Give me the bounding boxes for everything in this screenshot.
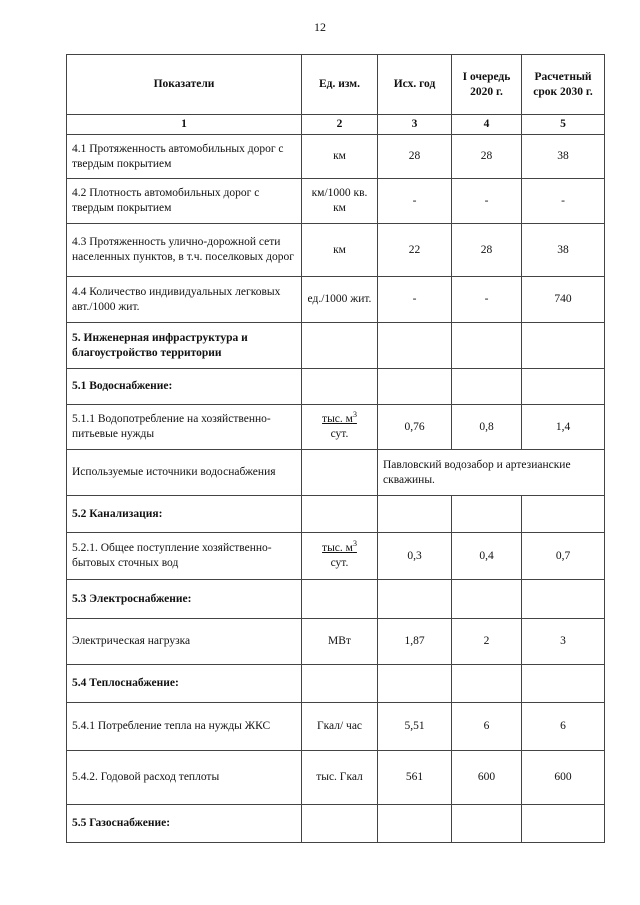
empty-cell: [452, 496, 522, 533]
col-number: 2: [302, 115, 378, 135]
row-target-value: 740: [522, 277, 605, 323]
row-target-value: 1,4: [522, 405, 605, 450]
empty-cell: [378, 805, 452, 843]
empty-cell: [302, 665, 378, 703]
col-number: 5: [522, 115, 605, 135]
empty-cell: [522, 580, 605, 619]
unit-superscript: 3: [352, 410, 357, 420]
table-row: [67, 619, 605, 665]
empty-cell: [522, 496, 605, 533]
indicators-table: [66, 54, 605, 843]
row-name: 4.2 Плотность автомобильных дорог с твердым покрытием: [67, 179, 302, 224]
unit-denominator: сут.: [330, 428, 349, 440]
header-base-year: Исх. год: [378, 55, 452, 115]
row-target-value: -: [522, 179, 605, 224]
section-row: [67, 323, 605, 369]
row-unit: МВт: [302, 619, 378, 665]
empty-cell: [522, 665, 605, 703]
row-stage1-value: 2: [452, 619, 522, 665]
empty-cell: [302, 369, 378, 405]
section-title: 5.1 Водоснабжение:: [67, 369, 302, 405]
unit-denominator: сут.: [330, 557, 349, 569]
row-unit: км/1000 кв. км: [302, 179, 378, 224]
row-name: Используемые источники водоснабжения: [67, 450, 302, 496]
empty-cell: [302, 580, 378, 619]
empty-cell: [452, 580, 522, 619]
empty-cell: [378, 665, 452, 703]
empty-cell: [452, 323, 522, 369]
empty-cell: [302, 805, 378, 843]
row-name: 4.4 Количество индивидуальных легковых авт./1000 жит.: [67, 277, 302, 323]
unit-numerator: [322, 541, 357, 556]
row-base-value: 1,87: [378, 619, 452, 665]
water-source-value: Павловский водозабор и артезианские скважины.: [378, 450, 605, 496]
row-target-value: 600: [522, 751, 605, 805]
table-header-row: [67, 55, 605, 115]
header-unit: Ед. изм.: [302, 55, 378, 115]
empty-cell: [378, 580, 452, 619]
table-row: [67, 405, 605, 450]
row-base-value: 0,76: [378, 405, 452, 450]
col-number: 1: [67, 115, 302, 135]
row-name: 5.4.2. Годовой расход теплоты: [67, 751, 302, 805]
row-stage1-value: -: [452, 179, 522, 224]
row-base-value: -: [378, 277, 452, 323]
unit-fraction: [322, 412, 357, 442]
section-row: [67, 496, 605, 533]
empty-cell: [378, 496, 452, 533]
section-title: 5.5 Газоснабжение:: [67, 805, 302, 843]
row-base-value: -: [378, 179, 452, 224]
row-target-value: 0,7: [522, 533, 605, 580]
row-unit: ед./1000 жит.: [302, 277, 378, 323]
row-unit: км: [302, 224, 378, 277]
row-name: Электрическая нагрузка: [67, 619, 302, 665]
empty-cell: [522, 323, 605, 369]
table-row: [67, 135, 605, 179]
table-row: [67, 450, 605, 496]
row-name: 5.4.1 Потребление тепла на нужды ЖКС: [67, 703, 302, 751]
row-base-value: 28: [378, 135, 452, 179]
row-stage1-value: 6: [452, 703, 522, 751]
unit-numerator: [322, 412, 357, 427]
unit-text: тыс. м: [322, 542, 353, 554]
row-stage1-value: 0,8: [452, 405, 522, 450]
table-row: [67, 277, 605, 323]
row-base-value: 5,51: [378, 703, 452, 751]
section-row: [67, 805, 605, 843]
col-number: 3: [378, 115, 452, 135]
row-name: 4.3 Протяженность улично-дорожной сети населенных пунктов, в т.ч. поселковых дорог: [67, 224, 302, 277]
row-name: 5.1.1 Водопотребление на хозяйственно-питьевые нужды: [67, 405, 302, 450]
section-title: 5.2 Канализация:: [67, 496, 302, 533]
header-stage1: I очередь 2020 г.: [452, 55, 522, 115]
empty-cell: [452, 665, 522, 703]
row-target-value: 6: [522, 703, 605, 751]
row-stage1-value: -: [452, 277, 522, 323]
table-row: [67, 224, 605, 277]
empty-cell: [452, 369, 522, 405]
header-indicator: Показатели: [67, 55, 302, 115]
section-row: [67, 580, 605, 619]
table-row: [67, 533, 605, 580]
empty-cell: [452, 805, 522, 843]
section-title: 5.3 Электроснабжение:: [67, 580, 302, 619]
empty-cell: [302, 450, 378, 496]
row-base-value: 561: [378, 751, 452, 805]
page-number: 12: [314, 20, 326, 34]
row-stage1-value: 28: [452, 224, 522, 277]
empty-cell: [522, 369, 605, 405]
column-number-row: [67, 115, 605, 135]
section-row: [67, 369, 605, 405]
empty-cell: [378, 369, 452, 405]
row-base-value: 22: [378, 224, 452, 277]
row-unit: [302, 533, 378, 580]
row-unit: тыс. Гкал: [302, 751, 378, 805]
section-title: 5. Инженерная инфраструктура и благоустройство территории: [67, 323, 302, 369]
row-stage1-value: 600: [452, 751, 522, 805]
empty-cell: [302, 323, 378, 369]
unit-fraction: [322, 541, 357, 571]
row-name: 5.2.1. Общее поступление хозяйственно-бытовых сточных вод: [67, 533, 302, 580]
row-stage1-value: 0,4: [452, 533, 522, 580]
unit-text: тыс. м: [322, 413, 353, 425]
table-row: [67, 751, 605, 805]
empty-cell: [522, 805, 605, 843]
table-row: [67, 703, 605, 751]
row-base-value: 0,3: [378, 533, 452, 580]
row-unit: [302, 405, 378, 450]
empty-cell: [302, 496, 378, 533]
table-row: [67, 179, 605, 224]
row-target-value: 38: [522, 224, 605, 277]
row-name: 4.1 Протяженность автомобильных дорог с твердым покрытием: [67, 135, 302, 179]
section-title: 5.4 Теплоснабжение:: [67, 665, 302, 703]
row-stage1-value: 28: [452, 135, 522, 179]
header-target: Расчетный срок 2030 г.: [522, 55, 605, 115]
col-number: 4: [452, 115, 522, 135]
row-target-value: 38: [522, 135, 605, 179]
section-row: [67, 665, 605, 703]
row-unit: км: [302, 135, 378, 179]
row-unit: Гкал/ час: [302, 703, 378, 751]
row-target-value: 3: [522, 619, 605, 665]
empty-cell: [378, 323, 452, 369]
unit-superscript: 3: [352, 539, 357, 549]
